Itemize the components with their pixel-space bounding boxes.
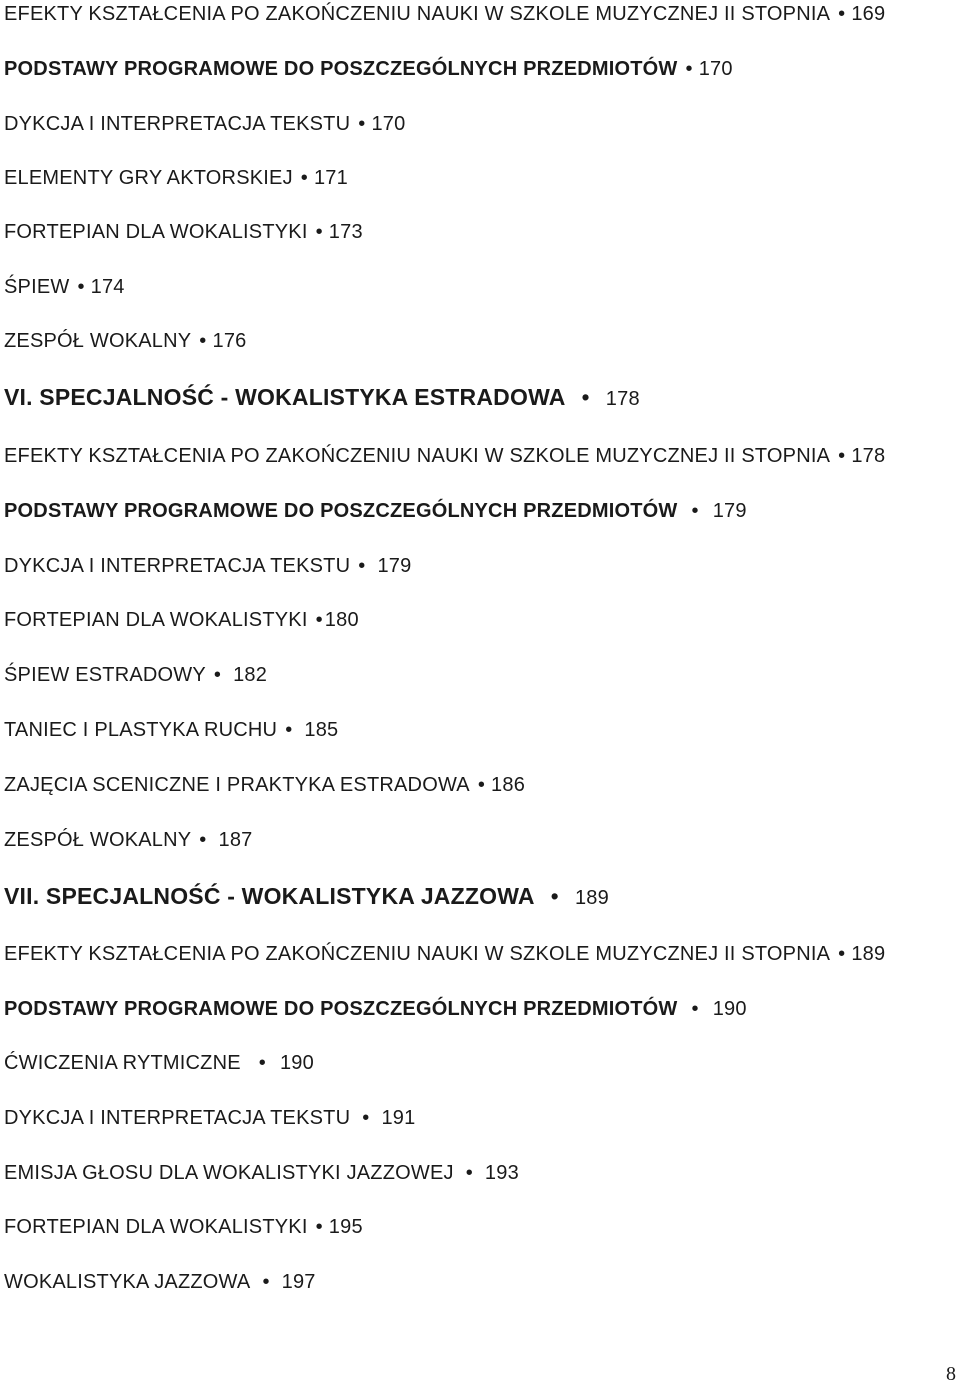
toc-entry[interactable] [4,164,348,192]
toc-entry[interactable] [4,606,359,634]
bullet-icon: • [285,719,293,741]
bullet-icon: • [358,113,366,135]
bullet-icon: • [838,943,846,965]
toc-section-heading[interactable] [4,882,609,912]
toc-section-heading[interactable] [4,383,640,413]
toc-entry[interactable] [4,826,252,854]
toc-entry-page: 176 [212,330,247,352]
bullet-icon: • [213,664,222,686]
toc-entry[interactable] [4,1268,316,1296]
toc-entry-page: 179 [377,555,412,577]
toc-entry-title: ZESPÓŁ WOKALNY [4,829,192,851]
toc-entry-title: ŚPIEW [4,276,70,298]
bullet-icon: • [258,1052,266,1074]
toc-entry-title: ŚPIEW ESTRADOWY [4,664,206,686]
bullet-icon: • [315,1216,323,1238]
toc-entry-page: 178 [851,445,886,467]
toc-entry-title: PODSTAWY PROGRAMOWE DO POSZCZEGÓLNYCH PRZEDMIOTÓW [4,998,678,1020]
bullet-icon: • [315,221,323,243]
bullet-icon: • [550,883,559,909]
toc-entry-page: 173 [328,221,363,243]
toc-entry[interactable] [4,55,733,83]
bullet-icon: • [77,276,85,298]
toc-entry-title: DYKCJA I INTERPRETACJA TEKSTU [4,555,351,577]
toc-entry-title: ELEMENTY GRY AKTORSKIEJ [4,167,293,189]
toc-entry[interactable] [4,1104,415,1132]
toc-entry-page: 179 [712,500,747,522]
toc-entry-page: 189 [851,943,886,965]
toc-entry-title: DYKCJA I INTERPRETACJA TEKSTU [4,1107,351,1129]
toc-entry[interactable] [4,218,363,246]
toc-entry-title: VII. SPECJALNOŚĆ - WOKALISTYKA JAZZOWA [4,883,535,909]
toc-entry-page: 170 [371,113,406,135]
toc-entry-title: EMISJA GŁOSU DLA WOKALISTYKI JAZZOWEJ [4,1162,454,1184]
toc-entry-title: DYKCJA I INTERPRETACJA TEKSTU [4,113,351,135]
toc-entry[interactable] [4,1213,363,1241]
toc-entry-title: FORTEPIAN DLA WOKALISTYKI [4,1216,308,1238]
toc-entry-title: EFEKTY KSZTAŁCENIA PO ZAKOŃCZENIU NAUKI W SZKOLE MUZYCZNEJ II STOPNIA [4,3,831,25]
toc-entry[interactable] [4,995,747,1023]
toc-entry-title: ĆWICZENIA RYTMICZNE [4,1052,241,1074]
bullet-icon: • [838,445,846,467]
toc-entry[interactable] [4,552,411,580]
toc-entry[interactable] [4,771,525,799]
toc-entry-title: EFEKTY KSZTAŁCENIA PO ZAKOŃCZENIU NAUKI W SZKOLE MUZYCZNEJ II STOPNIA [4,943,831,965]
bullet-icon: • [262,1271,270,1293]
bullet-icon: • [685,58,693,80]
toc-entry-page: 178 [605,388,640,410]
toc-entry-title: TANIEC I PLASTYKA RUCHU [4,719,278,741]
toc-entry-title: VI. SPECJALNOŚĆ - WOKALISTYKA ESTRADOWA [4,384,566,410]
toc-entry-page: 190 [279,1052,314,1074]
toc-entry[interactable] [4,497,747,525]
bullet-icon: • [199,330,207,352]
bullet-icon: • [315,609,323,631]
toc-entry-page: 170 [698,58,733,80]
page-number: 8 [946,1363,956,1385]
bullet-icon: • [300,167,308,189]
bullet-icon: • [199,829,207,851]
toc-entry[interactable] [4,110,405,138]
bullet-icon: • [465,1162,473,1184]
toc-entry-page: 189 [574,887,609,909]
toc-entry[interactable] [4,273,125,301]
toc-entry-page: 186 [491,774,526,796]
toc-entry-page: 195 [328,1216,363,1238]
bullet-icon: • [362,1107,370,1129]
toc-entry[interactable] [4,327,246,355]
bullet-icon: • [691,998,699,1020]
bullet-icon: • [691,500,699,522]
bullet-icon: • [838,3,846,25]
toc-entry-title: ZAJĘCIA SCENICZNE I PRAKTYKA ESTRADOWA [4,774,470,796]
toc-entry[interactable] [4,442,885,470]
toc-entry-title: PODSTAWY PROGRAMOWE DO POSZCZEGÓLNYCH PRZEDMIOTÓW [4,58,678,80]
toc-entry-page: 180 [324,609,359,631]
toc-entry-page: 182 [233,664,268,686]
toc-entry-title: WOKALISTYKA JAZZOWA [4,1271,251,1293]
toc-entry-page: 190 [712,998,747,1020]
toc-entry[interactable] [4,716,338,744]
toc-entry-title: FORTEPIAN DLA WOKALISTYKI [4,609,308,631]
toc-entry-page: 171 [313,167,348,189]
toc-entry-page: 185 [304,719,339,741]
bullet-icon: • [477,774,486,796]
toc-entry-page: 197 [281,1271,316,1293]
toc-entry-page: 187 [218,829,253,851]
toc-entry[interactable] [4,1049,314,1077]
toc-entry[interactable] [4,661,267,689]
toc-entry-page: 193 [484,1162,519,1184]
bullet-icon: • [358,555,366,577]
toc-entry[interactable] [4,940,885,968]
toc-entry[interactable] [4,0,885,28]
bullet-icon: • [581,384,590,410]
toc-entry-title: PODSTAWY PROGRAMOWE DO POSZCZEGÓLNYCH PRZEDMIOTÓW [4,500,678,522]
toc-entry-title: ZESPÓŁ WOKALNY [4,330,192,352]
toc-entry-page: 191 [381,1107,416,1129]
toc-entry-title: EFEKTY KSZTAŁCENIA PO ZAKOŃCZENIU NAUKI W SZKOLE MUZYCZNEJ II STOPNIA [4,445,831,467]
toc-entry-page: 169 [851,3,886,25]
toc-entry-title: FORTEPIAN DLA WOKALISTYKI [4,221,308,243]
toc-entry-page: 174 [90,276,125,298]
toc-entry[interactable] [4,1159,519,1187]
